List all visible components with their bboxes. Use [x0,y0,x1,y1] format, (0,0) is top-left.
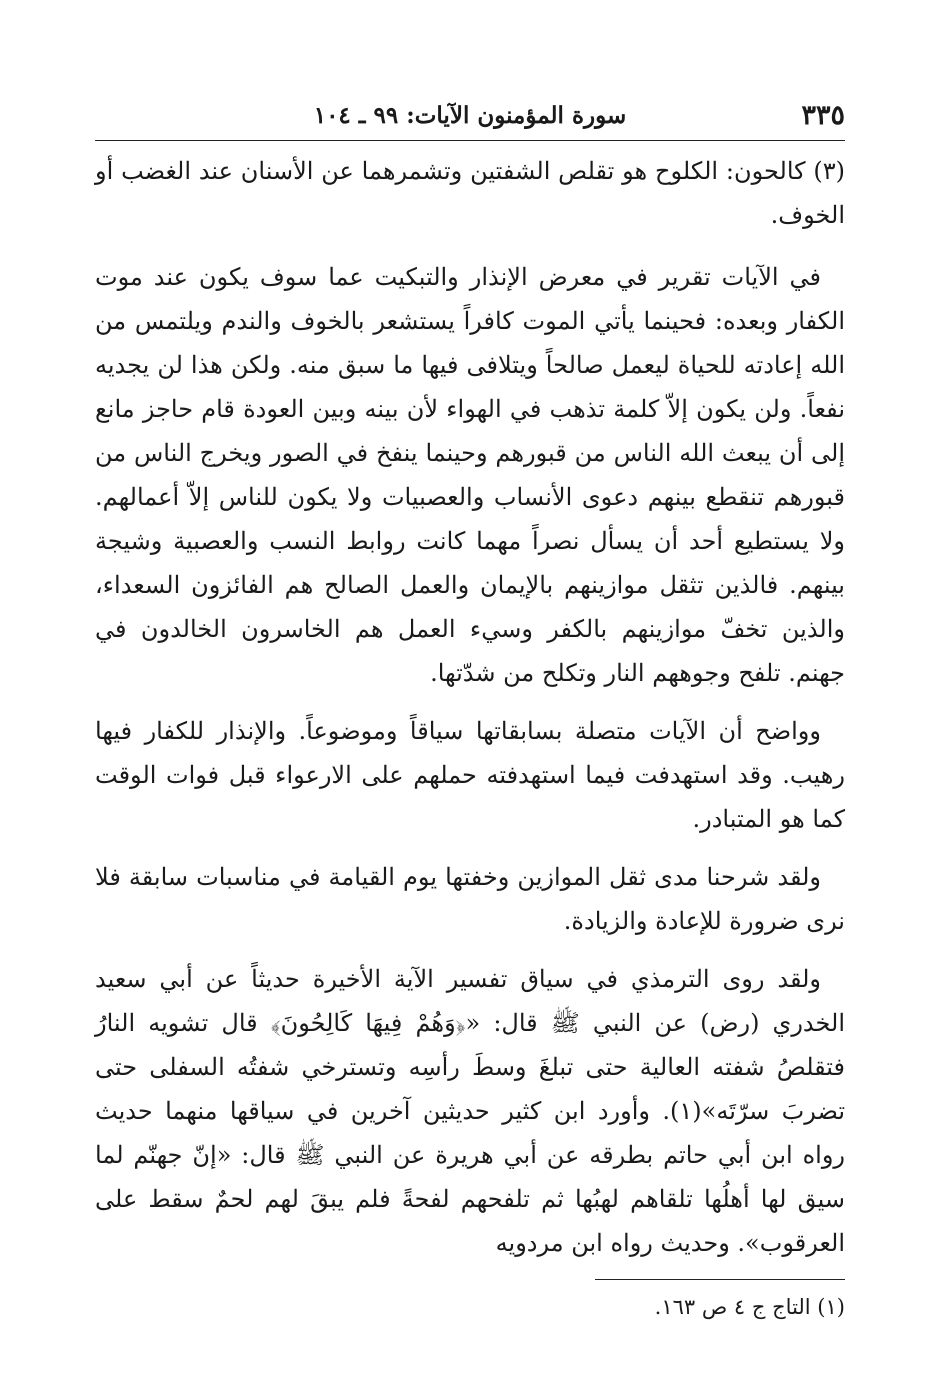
paragraph-context: وواضح أن الآيات متصلة بسابقاتها سياقاً وموضوعاً. والإنذار للكفار فيها رهيب. وقد استهدفت فيما استهدفته حملهم على الارعواء قبل فوات الوقت كما هو المتبادر. [95,717,845,833]
paragraph-commentary: في الآيات تقرير في معرض الإنذار والتبكيت عما سوف يكون عند موت الكفار وبعده: فحينما يأتي الموت كافراً يستشعر بالخوف والندم ويلتمس من الله إعادته للحياة ليعمل صالحاً ويتلافى فيها ما سبق منه. ولكن هذا لن يجديه نفعاً. ولن يكون إلاّ كلمة تذهب في الهواء لأن بينه وبين العودة قام حاجز مانع إلى أن يبعث الله الناس من قبورهم وحينما ينفخ في الصور ويخرج الناس من قبورهم تنقطع بينهم دعوى الأنساب والعصبيات ولا يكون للناس إلاّ أعمالهم. ولا يستطيع أحد أن يسأل نصراً مهما كانت روابط النسب والعصبية وشيجة بينهم. فالذين تثقل موازينهم بالإيمان والعمل الصالح هم الفائزون السعداء، والذين تخفّ موازينهم بالكفر وسيء العمل هم الخاسرون الخالدون في جهنم. تلفح وجوههم النار وتكلح من شدّتها. [95,263,845,687]
page-body [95,149,845,1265]
book-page [95,90,845,1324]
chapter-title: سورة المؤمنون الآيات: ٩٩ ـ ١٠٤ [313,102,627,129]
footnote-definition-paragraph: (٣) كالحون: الكلوح هو تقلص الشفتين وتشمرهما عن الأسنان عند الغضب أو الخوف. [95,157,845,229]
running-header [95,90,845,141]
paragraph-hadith: ولقد روى الترمذي في سياق تفسير الآية الأخيرة حديثاً عن أبي سعيد الخدري (رض) عن النبي ﷺ قال: «﴿وَهُمْ فِيهَا كَالِحُونَ﴾ قال تشويه النارُ فتقلصُ شفته العالية حتى تبلغَ وسطَ رأسِه وتسترخي شفتُه السفلى حتى تضربَ سرّتَه»(١). وأورد ابن كثير حديثين آخرين في سياقها منهما حديث رواه ابن أبي حاتم بطرقه عن أبي هريرة عن النبي ﷺ قال: «إنّ جهنّم لما سيق لها أهلُها تلقاهم لهبُها ثم تلفحهم لفحةً فلم يبقَ لهم لحمٌ سقط على العرقوب». وحديث رواه ابن مردويه [95,965,846,1257]
footnote-separator [595,1279,845,1280]
paragraph-scales: ولقد شرحنا مدى ثقل الموازين وخفتها يوم القيامة في مناسبات سابقة فلا نرى ضرورة للإعادة والزيادة. [95,863,845,935]
footnote: (١) التاج ج ٤ ص ١٦٣. [654,1295,845,1319]
page-number: ٣٣٥ [801,100,845,131]
